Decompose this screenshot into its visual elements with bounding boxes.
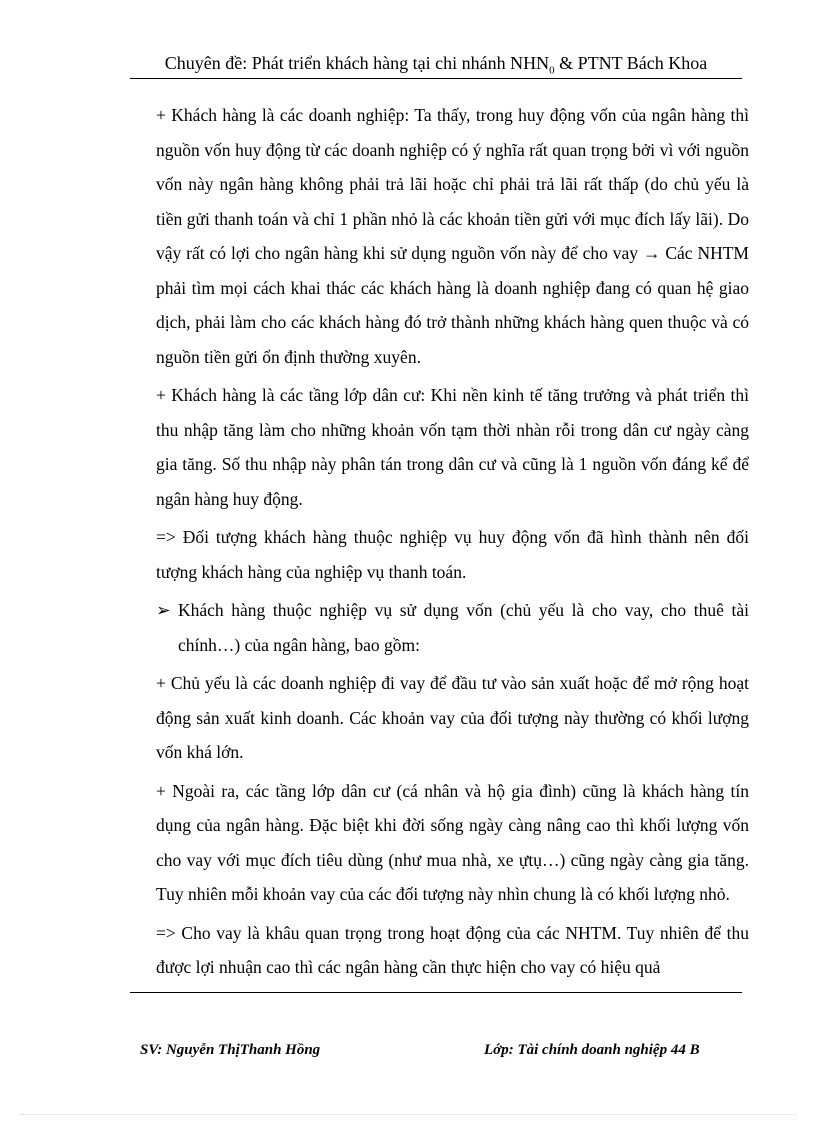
paragraph-resident-borrowers: + Ngoài ra, các tầng lớp dân cư (cá nhân và hộ gia đình) cũng là khách hàng tín dụng của ngân hàng. Đặc biệt khi đời sống ngày càng nâng cao thì khối lượng vốn cho vay với mục đích tiêu dùng (như mua nhà, xe ựtụ…) cũng ngày càng gia tăng. Tuy nhiên mỗi khoản vay của các đối tượng này nhìn chung là có khối lượng nhỏ. — [156, 780, 749, 904]
header-title-rest: & PTNT Bách Khoa — [554, 53, 708, 73]
header-subscript: 0 — [549, 64, 555, 77]
footer-class: Lớp: Tài chính doanh nghiệp 44 B — [484, 1042, 700, 1058]
paragraph-conclusion-deposit: => Đối tượng khách hàng thuộc nghiệp vụ huy động vốn đã hình thành nên đối tượng khách hàng của nghiệp vụ thanh toán. — [156, 527, 749, 582]
header-rule — [130, 78, 742, 79]
page-bottom-divider — [20, 1114, 796, 1115]
paragraph-lending-text: Khách hàng thuộc nghiệp vụ sử dụng vốn (chủ yếu là cho vay, cho thuê tài chính…) của ngân hàng, bao gồm: — [178, 600, 749, 655]
footer-rule — [130, 992, 742, 993]
header-title: Chuyên đề: Phát triển khách hàng tại chi nhánh NHN — [164, 53, 550, 73]
document-body — [156, 98, 749, 985]
arrow-bullet-icon: ➢ — [156, 600, 171, 620]
paragraph-resident-customers: + Khách hàng là các tầng lớp dân cư: Khi nền kinh tế tăng trưởng và phát triển thì thu nhập tăng làm cho những khoản vốn tạm thời nhàn rỗi trong dân cư ngày càng gia tăng. Số thu nhập này phân tán trong dân cư và cũng là 1 nguồn vốn đáng kể để ngân hàng huy động. — [156, 385, 749, 509]
paragraph-lending-customers — [156, 593, 749, 662]
paragraph-conclusion-lending: => Cho vay là khâu quan trọng trong hoạt động của các NHTM. Tuy nhiên để thu được lợi nhuận cao thì các ngân hàng cần thực hiện cho vay có hiệu quả — [156, 922, 749, 977]
paragraph-enterprise-borrowers: + Chủ yếu là các doanh nghiệp đi vay để đầu tư vào sản xuất hoặc để mở rộng hoạt động sản xuất kinh doanh. Các khoản vay của đối tượng này thường có khối lượng vốn khá lớn. — [156, 673, 749, 762]
paragraph-enterprise-customers: + Khách hàng là các doanh nghiệp: Ta thấy, trong huy động vốn của ngân hàng thì nguồn vốn huy động từ các doanh nghiệp có ý nghĩa rất quan trọng bởi vì với nguồn vốn này ngân hàng không phải trả lãi hoặc chỉ phải trả lãi rất thấp (do chủ yếu là tiền gửi thanh toán và chỉ 1 phần nhỏ là các khoản tiền gửi với mục đích lấy lãi). Do vậy rất có lợi cho ngân hàng khi sử dụng nguồn vốn này để cho vay → Các NHTM phải tìm mọi cách khai thác các khách hàng là doanh nghiệp đang có quan hệ giao dịch, phải làm cho các khách hàng đó trở thành những khách hàng quen thuộc và có nguồn tiền gửi ổn định thường xuyên. — [156, 105, 749, 367]
footer-student: SV: Nguyễn ThịThanh Hồng — [140, 1042, 321, 1058]
